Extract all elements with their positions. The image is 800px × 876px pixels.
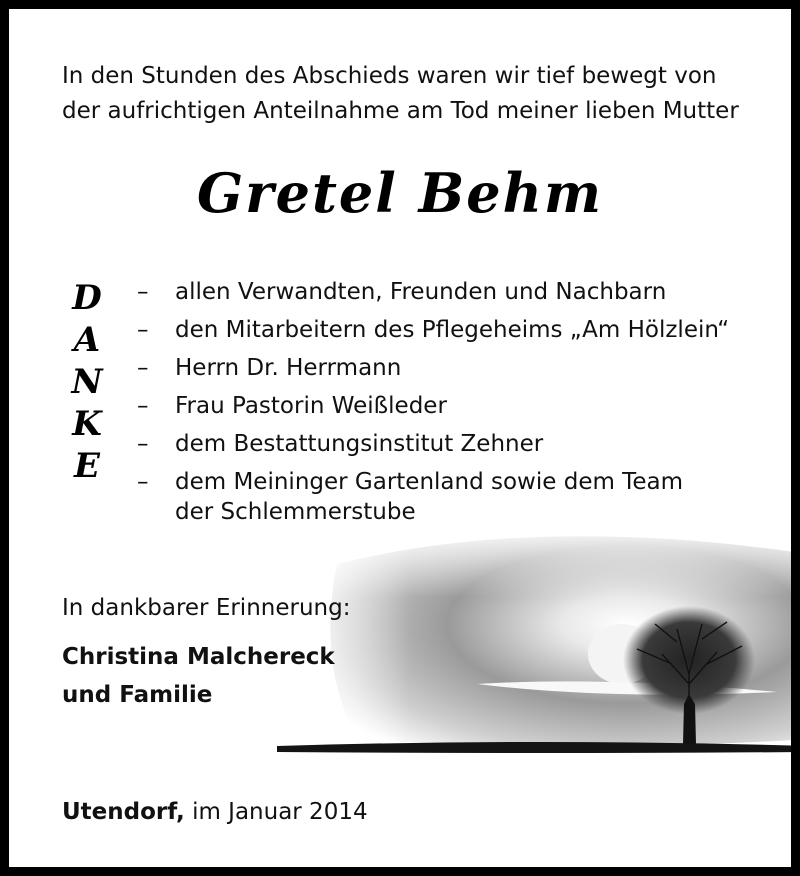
danke-letter-d: D	[72, 278, 102, 318]
thanks-item-text: allen Verwandten, Freunden und Nachbarn	[175, 279, 667, 305]
memory-line: In dankbarer Erinnerung:	[62, 595, 351, 621]
thanks-item	[137, 463, 777, 527]
signer-name: Christina Malchereck	[62, 644, 335, 670]
signer-family: und Familie	[62, 682, 213, 708]
danke-letter-n: N	[71, 362, 103, 402]
thanks-item-text: Herrn Dr. Herrmann	[175, 355, 402, 381]
intro-text	[62, 59, 762, 129]
intro-line-2: der aufrichtigen Anteilnahme am Tod meiner lieben Mutter	[62, 98, 739, 124]
thanks-list	[137, 273, 777, 527]
thanks-item-text: Frau Pastorin Weißleder	[175, 393, 447, 419]
bullet-dash: –	[137, 469, 149, 495]
danke-letter-k: K	[72, 404, 102, 444]
place-date-text: im Januar 2014	[192, 799, 368, 825]
thanks-item	[137, 425, 777, 463]
thanks-item	[137, 349, 777, 387]
tree-landscape-image	[277, 524, 800, 769]
signers	[62, 638, 335, 714]
danke-letter-a: A	[73, 320, 101, 360]
thanks-item	[137, 311, 777, 349]
thanks-item-text	[175, 463, 777, 527]
bullet-dash: –	[137, 317, 149, 343]
place-town: Utendorf,	[62, 799, 185, 825]
thanks-item-text-line-2: der Schlemmerstube	[175, 499, 416, 525]
bullet-dash: –	[137, 393, 149, 419]
thanks-item-text: den Mitarbeitern des Pflegeheims „Am Hölzlein“	[175, 317, 730, 343]
thanks-item	[137, 387, 777, 425]
place-date	[62, 799, 368, 825]
thanks-item-text: dem Bestattungsinstitut Zehner	[175, 431, 544, 457]
danke-letter-e: E	[74, 446, 100, 486]
bullet-dash: –	[137, 279, 149, 305]
bullet-dash: –	[137, 431, 149, 457]
danke-vertical	[62, 277, 112, 487]
intro-line-1: In den Stunden des Abschieds waren wir tief bewegt von	[62, 63, 717, 89]
bullet-dash: –	[137, 355, 149, 381]
thanks-item	[137, 273, 777, 311]
thanks-item-text-line-1: dem Meininger Gartenland sowie dem Team	[175, 469, 683, 495]
deceased-name: Gretel Behm	[197, 161, 603, 225]
